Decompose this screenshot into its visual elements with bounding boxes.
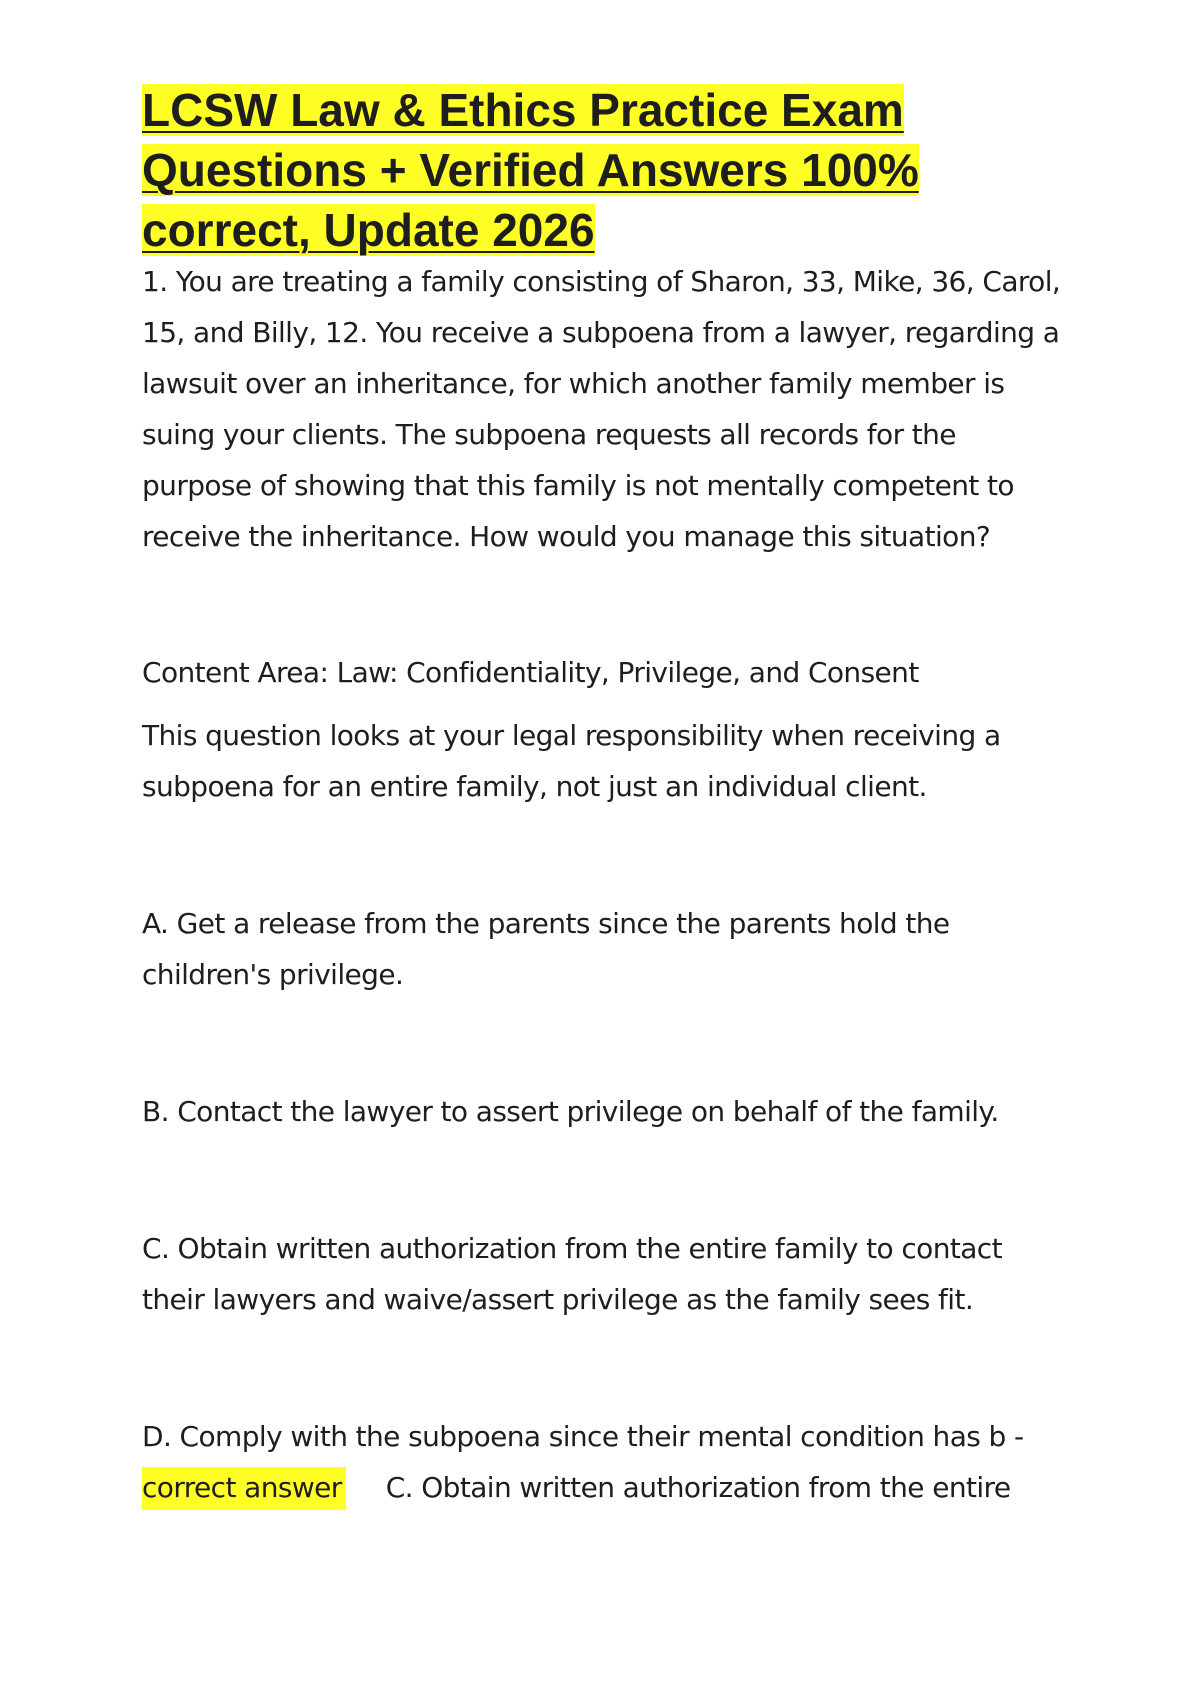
option-a: A. Get a release from the parents since the parents hold the children's privilege. — [142, 907, 950, 991]
question-explanation: This question looks at your legal responsibility when receiving a subpoena for an entire family, not just an individual client. — [142, 719, 1001, 803]
answer-line — [142, 1462, 1072, 1513]
option-d-block — [142, 1411, 1072, 1513]
question-text: 1. You are treating a family consisting of Sharon, 33, Mike, 36, Carol, 15, and Billy, 12. You receive a subpoena from a lawyer, regarding a lawsuit over an inheritance, for which another family member is suing your clients. The subpoena requests all records for the purpose of showing that this family is not mentally competent to receive the inheritance. How would you manage this situation? — [142, 265, 1061, 553]
correct-answer-text: C. Obtain written authorization from the entire — [385, 1471, 1011, 1504]
document-content — [142, 80, 1072, 1513]
document-title-text: LCSW Law & Ethics Practice Exam Questions + Verified Answers 100% correct, Update 2026 — [142, 84, 919, 256]
option-c: C. Obtain written authorization from the entire family to contact their lawyers and waive/assert privilege as the family sees fit. — [142, 1232, 1002, 1316]
correct-answer-label: correct answer — [142, 1467, 346, 1510]
option-d: D. Comply with the subpoena since their mental condition has b - — [142, 1420, 1024, 1453]
document-title — [142, 80, 1002, 260]
content-area-label: Content Area: Law: Confidentiality, Privilege, and Consent — [142, 656, 919, 689]
option-b: B. Contact the lawyer to assert privilege on behalf of the family. — [142, 1095, 999, 1128]
